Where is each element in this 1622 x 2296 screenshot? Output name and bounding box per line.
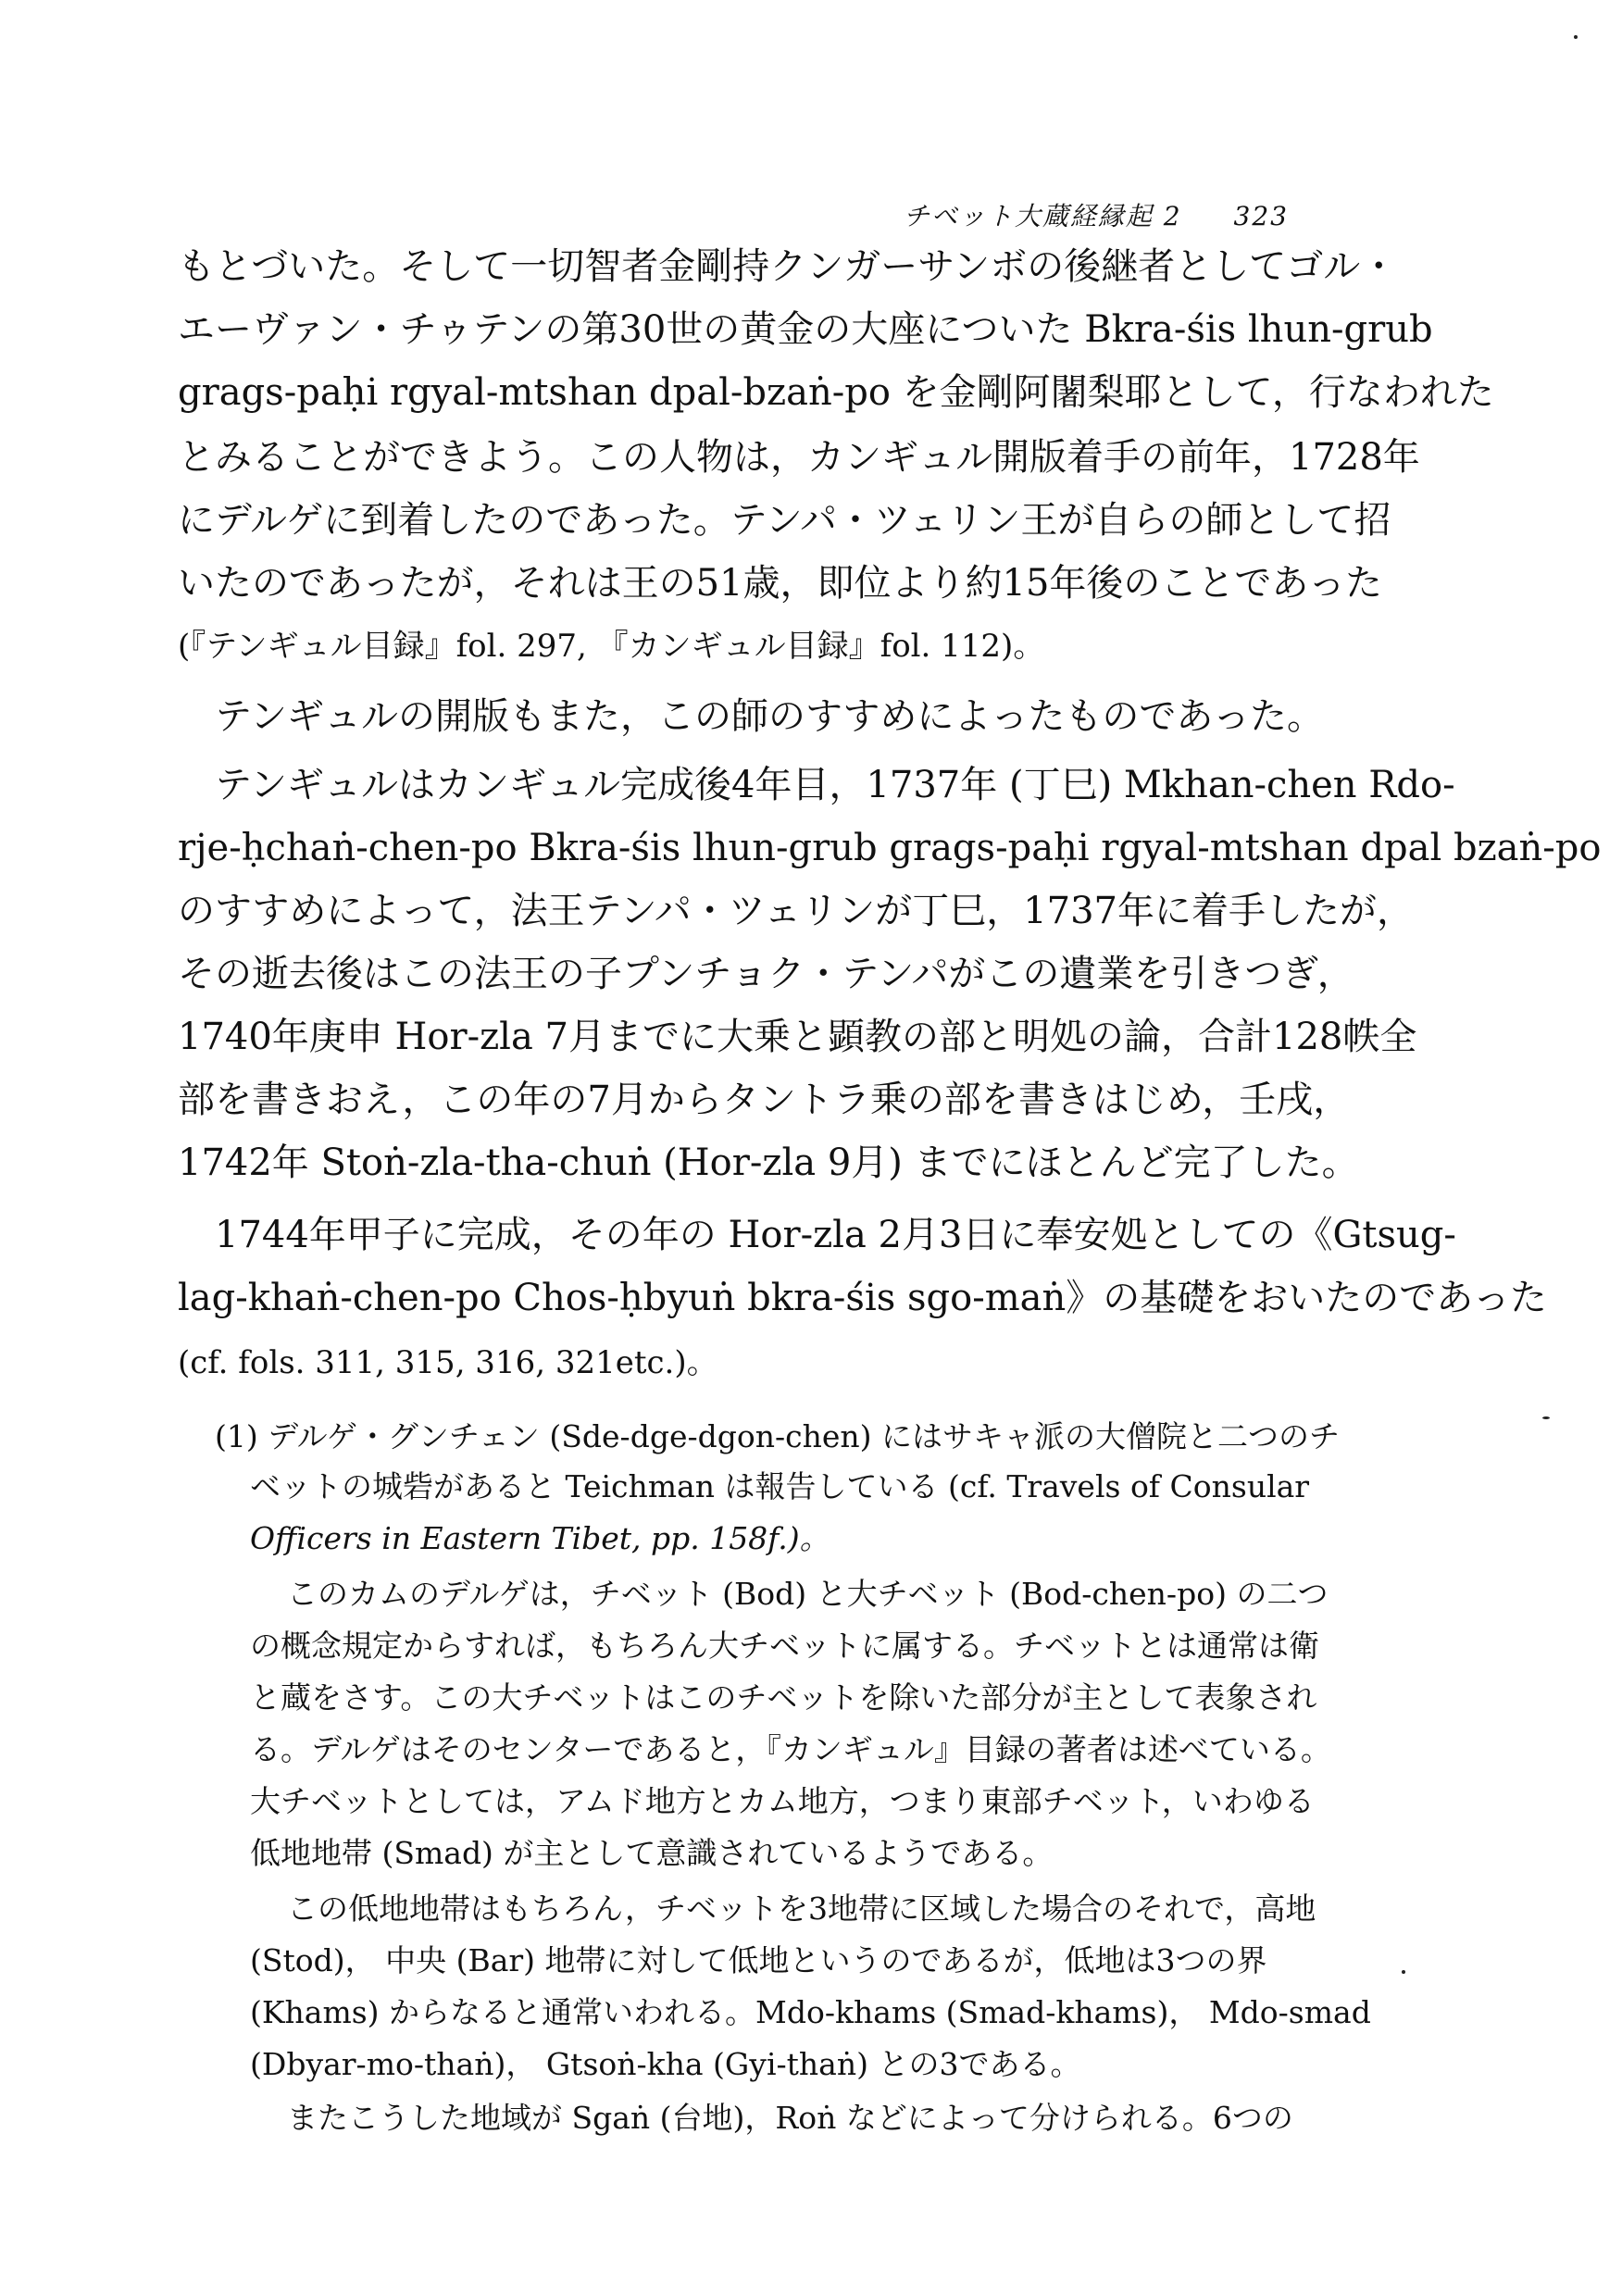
scan-speck bbox=[1402, 1970, 1405, 1974]
note-line: Officers in Eastern Tibet, pp. 158f.)。 bbox=[250, 1520, 830, 1556]
body-line: のすすめによって，法王テンパ・ツェリンが丁巳，1737年に着手したが， bbox=[178, 890, 1414, 932]
body-line: lag-khaṅ-chen-po Chos-ḥbyuṅ bkra-śis sgo-maṅ》の基礎をおいたのであった bbox=[178, 1277, 1547, 1319]
note-line: る。デルゲはそのセンターであると，『カンギュル』目録の著者は述べている。 bbox=[250, 1731, 1331, 1767]
body-line: もとづいた。そして一切智者金剛持クンガーサンボの後継者としてゴル・ bbox=[178, 245, 1398, 288]
note-line: (Dbyar-mo-thaṅ)， Gtsoṅ-kha (Gyi-thaṅ) との3である。 bbox=[250, 2046, 1081, 2082]
page-number: 323 bbox=[1233, 201, 1289, 231]
note-line: ベットの城砦があると Teichman は報告している (cf. Travels of Consular bbox=[250, 1468, 1310, 1504]
running-header bbox=[904, 196, 1289, 233]
body-line: 1740年庚申 Hor-zla 7月までに大乗と顕教の部と明処の論，合計128帙全 bbox=[178, 1016, 1417, 1058]
note-line: の概念規定からすれば，もちろん大チベットに属する。チベットとは通常は衛 bbox=[250, 1628, 1319, 1664]
note-line: このカムのデルゲは，チベット (Bod) と大チベット (Bod-chen-po) の二つ bbox=[287, 1576, 1329, 1612]
body-line: いたのであったが，それは王の51歳，即位より約15年後のことであった bbox=[178, 562, 1382, 605]
body-line: rje-ḥchaṅ-chen-po Bkra-śis lhun-grub grags-paḥi rgyal-mtshan dpal bzaṅ-po bbox=[178, 827, 1602, 869]
body-line: テンギュルはカンギュル完成後4年目，1737年 (丁巳) Mkhan-chen Rdo- bbox=[215, 764, 1455, 806]
scan-speck bbox=[1542, 1416, 1550, 1419]
note-line: この低地地帯はもちろん，チベットを3地帯に区域した場合のそれで，高地 bbox=[287, 1890, 1316, 1927]
note-line: 大チベットとしては，アムド地方とカム地方，つまり東部チベット，いわゆる bbox=[250, 1783, 1315, 1819]
body-line: (『テンギュル目録』fol. 297, 『カンギュル目録』fol. 112)。 bbox=[178, 628, 1045, 665]
body-line: 部を書きおえ，この年の7月からタントラ乗の部を書きはじめ，壬戌， bbox=[178, 1079, 1351, 1121]
body-line: (cf. fols. 311, 315, 316, 321etc.)。 bbox=[178, 1344, 718, 1381]
header-title: チベット大蔵経縁起 2 bbox=[903, 201, 1182, 231]
note-line: (Stod)， 中央 (Bar) 地帯に対して低地というのであるが，低地は3つの界 bbox=[250, 1942, 1267, 1978]
note-line: (1) デルゲ・グンチェン (Sde-dge-dgon-chen) にはサキャ派の大僧院と二つのチ bbox=[215, 1418, 1341, 1454]
note-line: またこうした地域が Sgaṅ (台地)，Roṅ などによって分けられる。6つの bbox=[287, 2100, 1293, 2136]
note-line: 低地地帯 (Smad) が主として意識されているようである。 bbox=[250, 1835, 1054, 1871]
body-line: 1742年 Stoṅ-zla-tha-chuṅ (Hor-zla 9月) までにほとんど完了した。 bbox=[178, 1142, 1359, 1184]
body-line: エーヴァン・チゥテンの第30世の黄金の大座についた Bkra-śis lhun-grub bbox=[178, 308, 1433, 351]
body-line: その逝去後はこの法王の子プンチョク・テンパがこの遺業を引きつぎ， bbox=[178, 953, 1354, 995]
note-line: (Khams) からなると通常いわれる。Mdo-khams (Smad-khams)， Mdo-smad bbox=[250, 1994, 1371, 2030]
note-line: と蔵をさす。この大チベットはこのチベットを除いた部分が主として表象され bbox=[250, 1679, 1317, 1716]
scan-speck bbox=[1574, 35, 1578, 39]
body-line: 1744年甲子に完成，その年の Hor-zla 2月3日に奉安処としての《Gtsug- bbox=[215, 1214, 1456, 1256]
body-line: にデルゲに到着したのであった。テンパ・ツェリン王が自らの師として招 bbox=[178, 499, 1391, 542]
body-line: テンギュルの開版もまた，この師のすすめによったものであった。 bbox=[215, 695, 1324, 738]
body-line: grags-paḥi rgyal-mtshan dpal-bzaṅ-po を金剛阿闍梨耶として，行なわれた bbox=[178, 371, 1494, 414]
body-line: とみることができよう。この人物は，カンギュル開版着手の前年，1728年 bbox=[178, 436, 1420, 479]
